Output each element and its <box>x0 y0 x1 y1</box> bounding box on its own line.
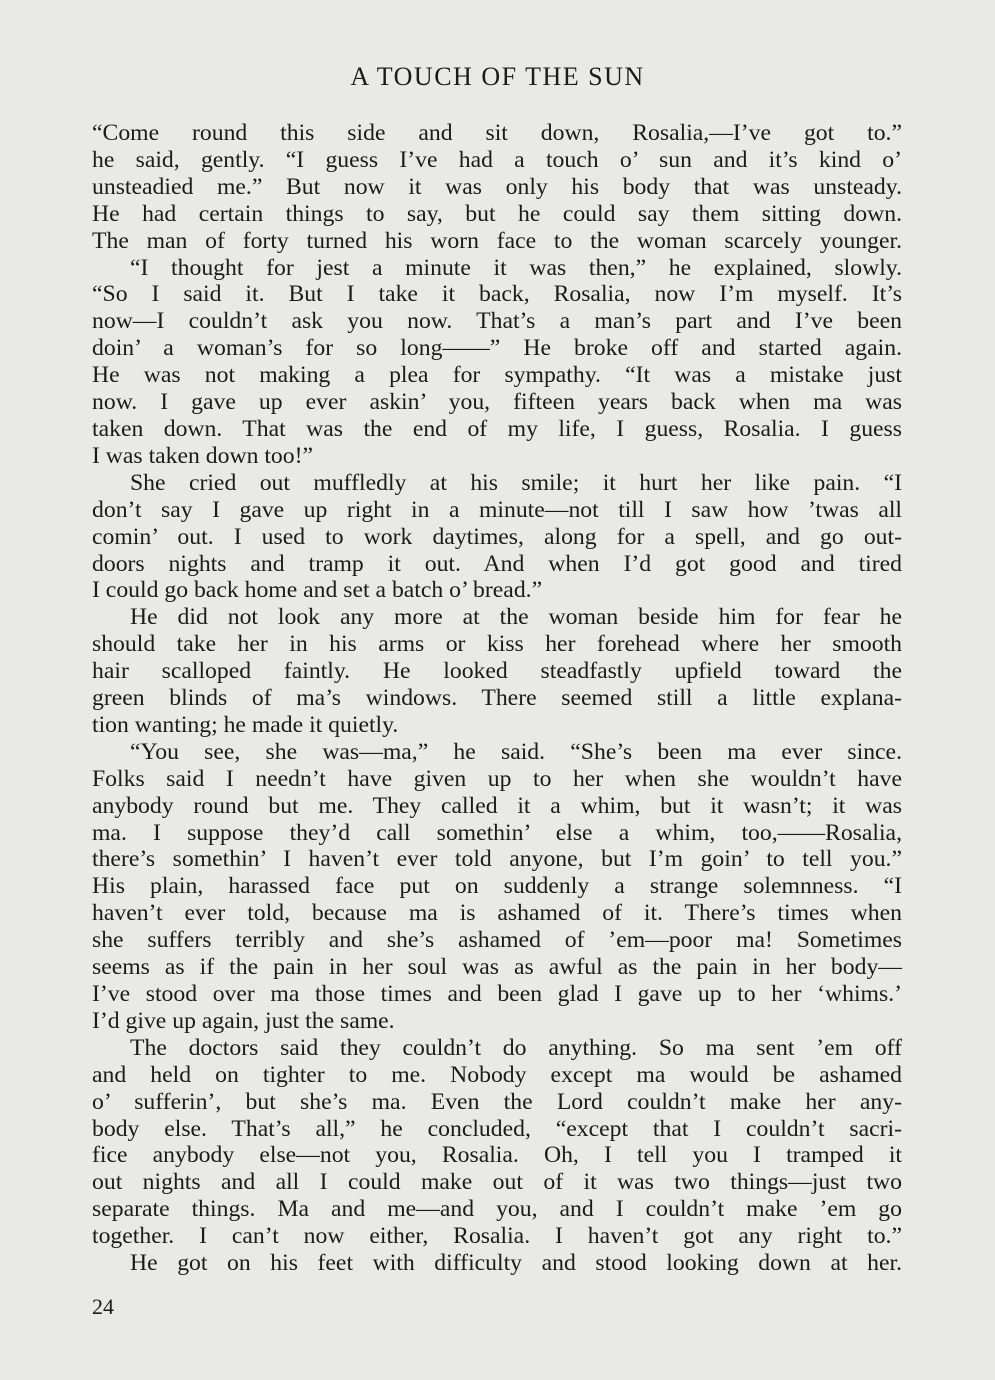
text-line: anybody round but me. They called it a whim, but it wasn’t; it was <box>92 792 902 819</box>
text-line: fice anybody else—not you, Rosalia. Oh, I tell you I tramped it <box>92 1142 902 1169</box>
text-line: together. I can’t now either, Rosalia. I haven’t got any right to.” <box>92 1223 902 1250</box>
text-line: I could go back home and set a batch o’ bread.” <box>92 577 543 604</box>
text-line: She cried out muffledly at his smile; it hurt her like pain. “I <box>130 469 902 496</box>
text-line: should take her in his arms or kiss her forehead where her smooth <box>92 631 902 658</box>
text-line: body else. That’s all,” he concluded, “except that I couldn’t sacri- <box>92 1115 902 1142</box>
text-line: doors nights and tramp it out. And when I’d got good and tired <box>92 550 902 577</box>
text-line: hair scalloped faintly. He looked steadfastly upfield toward the <box>92 658 902 685</box>
text-line: He had certain things to say, but he could say them sitting down. <box>92 200 902 227</box>
text-line: He got on his feet with difficulty and stood looking down at her. <box>130 1250 902 1277</box>
text-line: taken down. That was the end of my life, I guess, Rosalia. I guess <box>92 415 902 442</box>
text-line: o’ sufferin’, but she’s ma. Even the Lord couldn’t make her any- <box>92 1088 902 1115</box>
text-line: he said, gently. “I guess I’ve had a touch o’ sun and it’s kind o’ <box>92 146 902 173</box>
text-line: His plain, harassed face put on suddenly a strange solemnness. “I <box>92 873 902 900</box>
text-line: “So I said it. But I take it back, Rosalia, now I’m myself. It’s <box>92 281 902 308</box>
text-line: I was taken down too!” <box>92 442 314 469</box>
text-line: out nights and all I could make out of it was two things—just two <box>92 1169 902 1196</box>
text-line: haven’t ever told, because ma is ashamed of it. There’s times when <box>92 900 902 927</box>
text-line: green blinds of ma’s windows. There seemed still a little explana- <box>92 685 902 712</box>
text-line: Folks said I needn’t have given up to her when she wouldn’t have <box>92 765 902 792</box>
text-line: “Come round this side and sit down, Rosalia,—I’ve got to.” <box>92 120 902 146</box>
text-line: The doctors said they couldn’t do anything. So ma sent ’em off <box>130 1034 902 1061</box>
text-line: “I thought for jest a minute it was then,” he explained, slowly. <box>130 254 902 281</box>
text-line: doin’ a woman’s for so long——” He broke off and started again. <box>92 335 902 362</box>
text-line: ma. I suppose they’d call somethin’ else a whim, too,——Rosalia, <box>92 819 902 846</box>
text-line: I’ve stood over ma those times and been glad I gave up to her ‘whims.’ <box>92 981 902 1007</box>
text-line: now. I gave up ever askin’ you, fifteen years back when ma was <box>92 389 902 416</box>
text-line: don’t say I gave up right in a minute—not till I saw how ’twas all <box>92 496 902 523</box>
text-line: The man of forty turned his worn face to the woman scarcely younger. <box>92 227 902 254</box>
page-number: 24 <box>92 1294 114 1319</box>
text-line: she suffers terribly and she’s ashamed of ’em—poor ma! Sometimes <box>92 927 902 954</box>
text-line: He did not look any more at the woman beside him for fear he <box>130 604 902 631</box>
running-header: A TOUCH OF THE SUN <box>350 62 645 91</box>
text-line: and held on tighter to me. Nobody except ma would be ashamed <box>92 1061 902 1088</box>
body-text <box>92 120 902 1277</box>
text-line: “You see, she was—ma,” he said. “She’s been ma ever since. <box>130 738 902 765</box>
text-line: tion wanting; he made it quietly. <box>92 711 399 738</box>
text-line: now—I couldn’t ask you now. That’s a man’s part and I’ve been <box>92 308 902 335</box>
text-line: separate things. Ma and me—and you, and I couldn’t make ’em go <box>92 1196 902 1223</box>
text-line: comin’ out. I used to work daytimes, along for a spell, and go out- <box>92 523 902 550</box>
text-line: there’s somethin’ I haven’t ever told anyone, but I’m goin’ to tell you.” <box>92 846 902 873</box>
text-line: I’d give up again, just the same. <box>92 1007 395 1034</box>
text-line: unsteadied me.” But now it was only his body that was unsteady. <box>92 173 902 200</box>
text-line: seems as if the pain in her soul was as awful as the pain in her body— <box>92 954 902 981</box>
text-line: He was not making a plea for sympathy. “It was a mistake just <box>92 362 902 389</box>
